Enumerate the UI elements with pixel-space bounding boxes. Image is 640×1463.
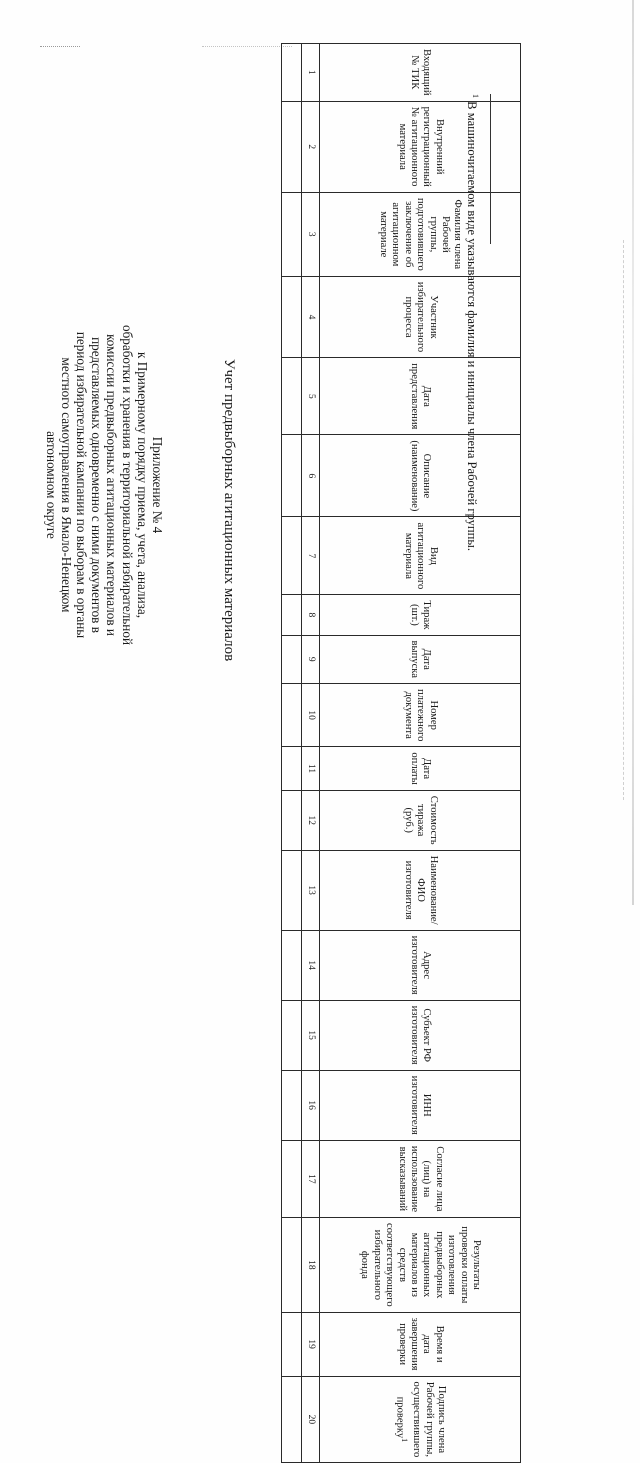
column-header: Фамилия члена Рабочей группы, подготовившего заключение об агитационном материале <box>320 192 521 276</box>
column-number: 11 <box>302 747 320 790</box>
column-number: 1 <box>302 44 320 102</box>
column-header: Тираж (шт.) <box>320 595 521 635</box>
column-number: 14 <box>302 930 320 1000</box>
column-number: 10 <box>302 683 320 746</box>
table-cell[interactable] <box>282 44 302 102</box>
column-header-label: Подпись члена Рабочей группы, осуществившего проверку <box>394 1381 448 1458</box>
column-number: 12 <box>302 790 320 850</box>
footnote-text: В машиночитаемом виде указываются фамилия и инициалы члена Рабочей группы. <box>464 101 479 552</box>
column-header: Время и дата завершения проверки <box>320 1312 521 1376</box>
table-cell[interactable] <box>282 517 302 595</box>
column-header: Участник избирательного процесса <box>320 276 521 357</box>
appendix-line: обработки и хранения в территориальной избирательной <box>119 324 135 646</box>
column-number: 13 <box>302 850 320 930</box>
materials-register-table <box>281 43 521 1463</box>
column-number: 4 <box>302 276 320 357</box>
column-header: Дата выпуска <box>320 635 521 683</box>
table-cell[interactable] <box>282 358 302 435</box>
footnote <box>464 94 480 551</box>
appendix-title: Приложение № 4 <box>150 436 165 534</box>
appendix-header <box>43 320 165 650</box>
table-cell[interactable] <box>282 635 302 683</box>
column-header: Описание (наименование) <box>320 435 521 517</box>
column-number: 8 <box>302 595 320 635</box>
column-header: Наименование/ФИО изготовителя <box>320 850 521 930</box>
column-number: 3 <box>302 192 320 276</box>
footnote-marker: 1 <box>471 94 480 98</box>
column-number: 17 <box>302 1140 320 1217</box>
table-cell[interactable] <box>282 595 302 635</box>
table-cell[interactable] <box>282 850 302 930</box>
column-header: Согласие лица (лиц) на использование высказываний <box>320 1140 521 1217</box>
column-number: 19 <box>302 1312 320 1376</box>
column-header: Номер платежного документа <box>320 683 521 746</box>
table-row <box>282 44 302 1463</box>
table-header-row <box>320 44 521 1463</box>
appendix-line: автономном округе <box>43 431 59 539</box>
table-cell[interactable] <box>282 101 302 192</box>
table-cell[interactable] <box>282 1376 302 1463</box>
column-number: 9 <box>302 635 320 683</box>
column-header: Дата оплаты <box>320 747 521 790</box>
column-number-row <box>302 44 320 1463</box>
appendix-line: представляемых одновременно с ними документов в <box>89 337 105 633</box>
column-header: Входящий № ТИК <box>320 44 521 102</box>
column-number: 7 <box>302 517 320 595</box>
column-number: 18 <box>302 1218 320 1313</box>
table-cell[interactable] <box>282 747 302 790</box>
table-cell[interactable] <box>282 1312 302 1376</box>
column-header: Внутренний регистрационный № агитационного материала <box>320 101 521 192</box>
appendix-line: комиссии предвыборных агитационных материалов и <box>104 334 120 636</box>
table-cell[interactable] <box>282 1218 302 1313</box>
column-header: Вид агитационного материала <box>320 517 521 595</box>
table-cell[interactable] <box>282 930 302 1000</box>
table-title: Учет предвыборных агитационных материалов <box>221 358 237 662</box>
column-header-with-footnote <box>320 1376 521 1463</box>
column-header: Дата представления <box>320 358 521 435</box>
column-number: 2 <box>302 101 320 192</box>
table-cell[interactable] <box>282 1140 302 1217</box>
table-cell[interactable] <box>282 1070 302 1140</box>
appendix-line: период избирательной кампании по выборам в органы <box>73 331 89 639</box>
column-number: 16 <box>302 1070 320 1140</box>
table-cell[interactable] <box>282 276 302 357</box>
footnote-separator <box>490 94 491 244</box>
table-cell[interactable] <box>282 790 302 850</box>
table-cell[interactable] <box>282 683 302 746</box>
table-cell[interactable] <box>282 1000 302 1070</box>
footnote-reference: 1 <box>399 1438 409 1443</box>
column-number: 5 <box>302 358 320 435</box>
table-cell[interactable] <box>282 192 302 276</box>
column-number: 15 <box>302 1000 320 1070</box>
column-header: Результаты проверки оплаты изготовления предвыборных агитационных материалов из средств соответствующего избирательного фонда <box>320 1218 521 1313</box>
appendix-line: к Примерному порядку приема, учета, анализа, <box>134 351 150 619</box>
column-header: Стоимость тиража (руб.) <box>320 790 521 850</box>
appendix-line: местного самоуправления в Ямало-Ненецком <box>58 357 74 613</box>
column-number: 20 <box>302 1376 320 1463</box>
column-number: 6 <box>302 435 320 517</box>
column-header: ИНН изготовителя <box>320 1070 521 1140</box>
column-header: Субъект РФ изготовителя <box>320 1000 521 1070</box>
table-cell[interactable] <box>282 435 302 517</box>
column-header: Адрес изготовителя <box>320 930 521 1000</box>
